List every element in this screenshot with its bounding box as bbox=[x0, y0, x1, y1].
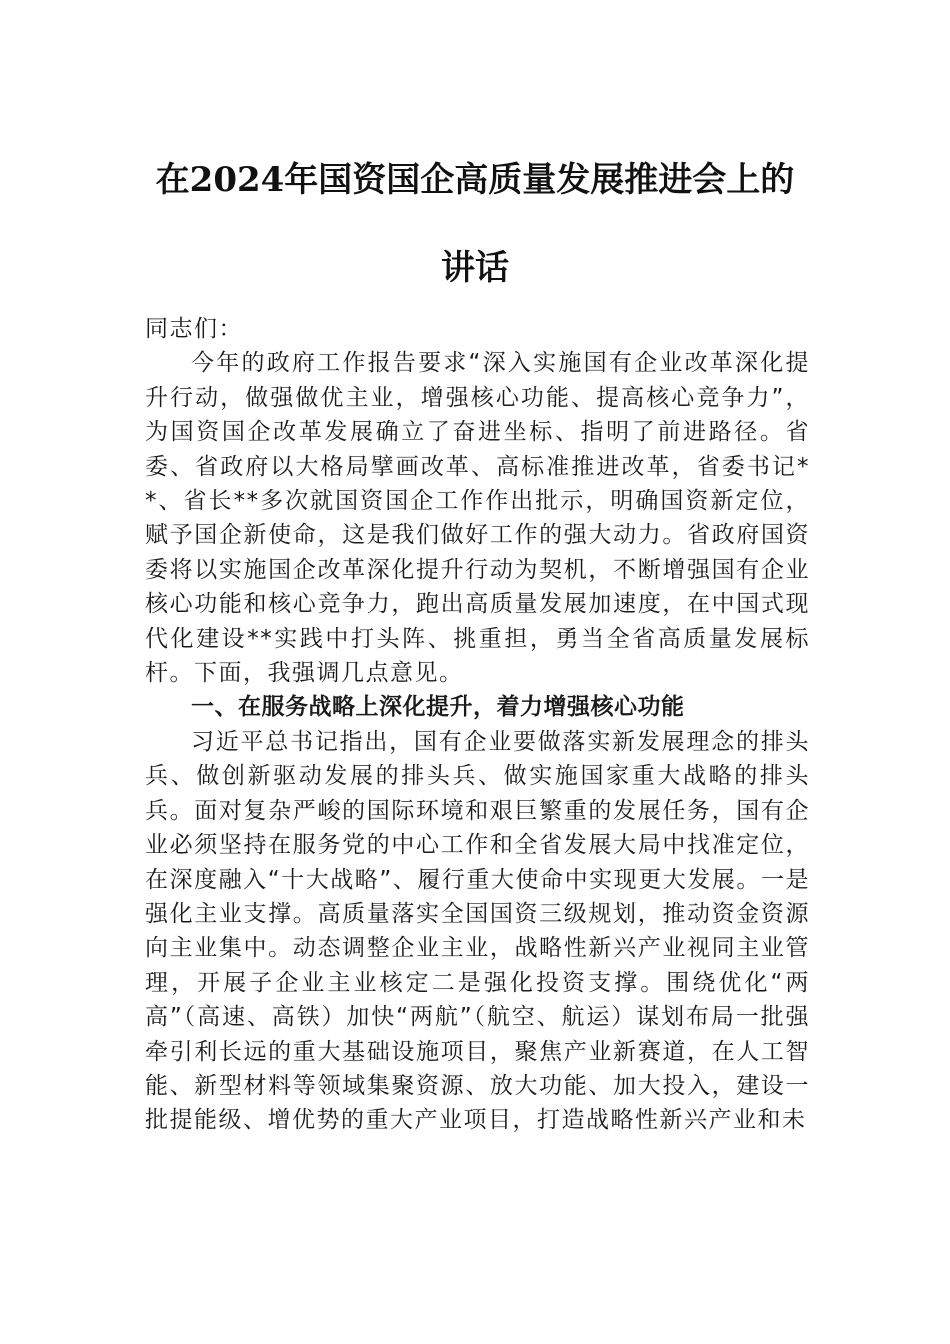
section-1-heading: 一、在服务战略上深化提升，着力增强核心功能 bbox=[191, 694, 685, 721]
intro-paragraph: 今年的政府工作报告要求“深入实施国有企业改革深化提升行动，做强做优主业，增强核心功能、提高核心竞争力”，为国资国企改革发展确立了奋进坐标、指明了前进路径。省委、省政府以大格局擘画改革、高标准推进改革，省委书记**、省长**多次就国资国企工作作出批示，明确国资新定位，赋予国企新使命，这是我们做好工作的强大动力。省政府国资委将以实施国企改革深化提升行动为契机，不断增强国有企业核心功能和核心竞争力，跑出高质量发展加速度，在中国式现代化建设**实践中打头阵、挑重担，勇当全省高质量发展标杆。下面，我强调几点意见。 bbox=[145, 350, 810, 687]
section-1-paragraph: 习近平总书记指出，国有企业要做落实新发展理念的排头兵、做创新驱动发展的排头兵、做实施国家重大战略的排头兵。面对复杂严峻的国际环境和艰巨繁重的发展任务，国有企业必须坚持在服务党的中心工作和全省发展大局中找准定位，在深度融入“十大战略”、履行重大使命中实现更大发展。一是强化主业支撑。高质量落实全国国资三级规划，推动资金资源向主业集中。动态调整企业主业，战略性新兴产业视同主业管理，开展子企业主业核定二是强化投资支撑。围绕优化“两高”（高速、高铁）加快“两航”（航空、航运）谋划布局一批强牵引利长远的重大基础设施项目，聚焦产业新赛道，在人工智能、新型材料等领域集聚资源、放大功能、加大投入，建设一批提能级、增优势的重大产业项目，打造战略性新兴产业和未 bbox=[145, 728, 810, 1134]
document-body bbox=[145, 312, 810, 1138]
salutation: 同志们： bbox=[145, 316, 243, 342]
document-title-line-1: 在2024年国资国企高质量发展推进会上的 bbox=[155, 160, 795, 200]
document-title-line-2: 讲话 bbox=[441, 248, 509, 288]
